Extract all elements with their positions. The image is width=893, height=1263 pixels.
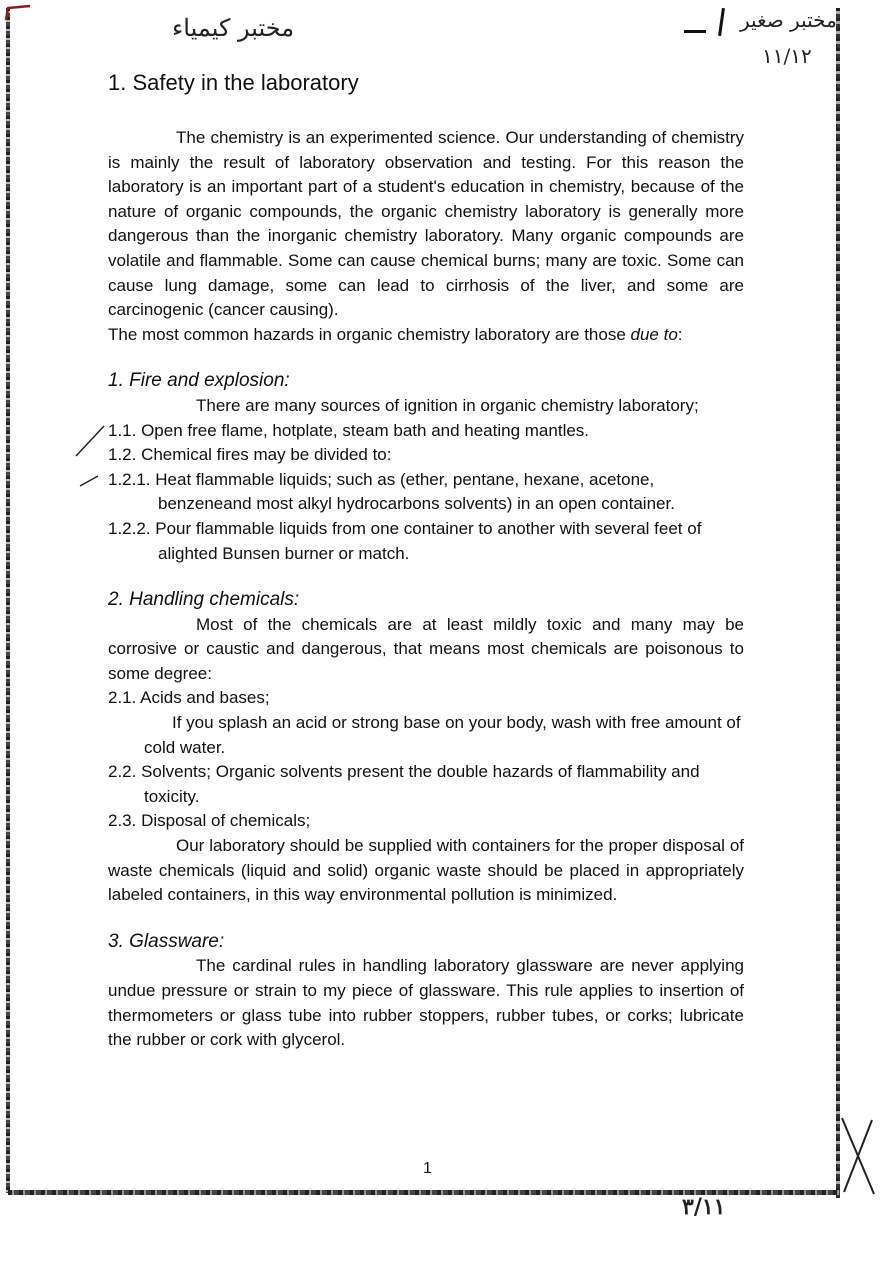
page-number: 1 — [423, 1160, 432, 1177]
list-item: 2.1. Acids and bases; — [108, 688, 270, 708]
intro-paragraph: The chemistry is an experimented science. Our understanding of chemistry is mainly the result of laboratory observation and testing. For this reason the laboratory is an important part of a student's education in chemistry, because of the nature of organic compounds, the organic chemistry laboratory is generally more dangerous than the inorganic chemistry laboratory. Many organic compounds are volatile and flammable. Some can cause chemical burns; many are toxic. Some can cause lung damage, some can lead to cirrhosis of the liver, and some are carcinogenic (cancer causing). — [108, 128, 744, 320]
glassware-paragraph: The cardinal rules in handling laboratory glassware are never applying undue pressure or strain to my piece of glassware. This rule applies to insertion of thermometers or glass tube into rubber stoppers, rubber tubes, or corks; lubricate the rubber or cork with glycerol. — [108, 956, 744, 1050]
handwritten-note-top-left: مختبر كيمياء — [172, 14, 295, 42]
list-item: 2.2. Solvents; Organic solvents present the double hazards of flammability and toxicity. — [108, 762, 700, 806]
list-item: 1.1. Open free flame, hotplate, steam bath and heating mantles. — [108, 420, 590, 440]
list-item: 1.2.2. Pour flammable liquids from one container to another with several feet of alighted Bunsen burner or match. — [108, 518, 702, 563]
section-heading-chemicals: 2. Handling chemicals: — [108, 589, 300, 611]
fire-lead: There are many sources of ignition in organic chemistry laboratory; — [196, 395, 699, 415]
pen-tick-mark — [78, 474, 100, 488]
list-item: 2.3. Disposal of chemicals; — [108, 811, 311, 831]
section-heading-glassware: 3. Glassware: — [108, 930, 225, 952]
corner-pen-mark — [4, 4, 34, 24]
page-border-right — [836, 8, 840, 1198]
pen-tick-mark — [74, 424, 106, 458]
list-item: 1.2. Chemical fires may be divided to: — [108, 445, 392, 465]
chemicals-lead: Most of the chemicals are at least mildly toxic and many may be corrosive or caustic and dangerous, that means most chemicals are poisonous to some degree: — [108, 614, 744, 683]
handwritten-bar — [718, 8, 725, 36]
handwritten-date: ١١/١٢ — [762, 44, 812, 68]
handwritten-note-bottom: ٣/١١ — [682, 1194, 726, 1220]
document-body — [108, 126, 744, 1053]
handwritten-note-top-right: مختبر صغير — [740, 8, 837, 32]
hazards-lead: The most common hazards in organic chemistry laboratory are those due to: — [108, 324, 683, 344]
list-item: 1.2.1. Heat flammable liquids; such as (ether, pentane, hexane, acetone, benzeneand most alkyl hydrocarbons solvents) in an open container. — [108, 469, 675, 514]
margin-x-mark — [838, 1110, 878, 1200]
page-border-left — [6, 8, 10, 1193]
section-heading-fire: 1. Fire and explosion: — [108, 370, 290, 392]
handwritten-dash — [684, 30, 706, 33]
page-title: 1. Safety in the laboratory — [108, 70, 359, 95]
list-item-text: If you splash an acid or strong base on your body, wash with free amount of cold water. — [144, 713, 741, 757]
list-item-text: Our laboratory should be supplied with containers for the proper disposal of waste chemicals (liquid and solid) organic waste should be placed in appropriately labeled containers, in this way environmental pollution is minimized. — [108, 836, 744, 905]
